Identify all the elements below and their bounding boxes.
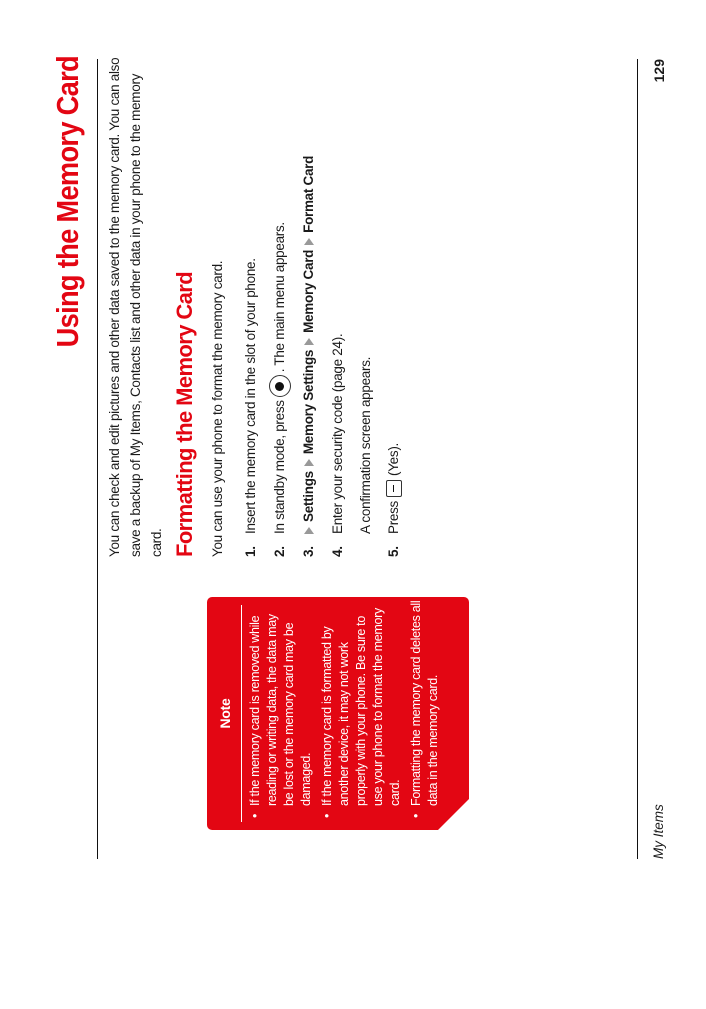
intro-paragraph [104, 57, 167, 557]
page-number: 129 [651, 59, 667, 83]
step-number: 3. [301, 546, 316, 557]
step-number: 2. [272, 546, 287, 557]
left-soft-key-icon [386, 480, 402, 497]
section-heading: Formatting the Memory Card [172, 271, 197, 557]
bottom-rule [637, 59, 638, 859]
menu-memory-settings: Memory Settings [301, 349, 316, 455]
menu-arrow-icon [304, 338, 314, 345]
note-item-3: • Formatting the memory card deletes all data in the memory card. [408, 600, 442, 820]
menu-settings: Settings [301, 471, 316, 522]
step-number: 5. [386, 546, 401, 557]
step-text-after: . The main menu appears. [272, 222, 287, 373]
step-4 [323, 57, 352, 557]
step-3 [294, 57, 323, 557]
step-number: 4. [330, 546, 345, 557]
menu-arrow-icon [304, 238, 314, 245]
step-text-before: In standby mode, press [272, 400, 287, 534]
step-text: Insert the memory card in the slot of your phone. [243, 258, 258, 534]
intro-line-3: card. [149, 528, 164, 557]
top-rule [97, 59, 98, 859]
section-intro: You can use your phone to format the memory card. [210, 260, 225, 557]
note-title: Note [217, 698, 233, 729]
step-1 [236, 57, 265, 557]
note-divider [241, 605, 242, 822]
menu-memory-card: Memory Card [301, 249, 316, 333]
note-list [247, 600, 446, 820]
note-corner-fold [438, 799, 469, 830]
center-select-key-icon [269, 375, 291, 397]
page-title: Using the Memory Card [50, 55, 85, 348]
menu-arrow-icon [304, 459, 314, 466]
note-box [207, 597, 469, 830]
intro-line-2: save a backup of My Items, Contacts list and other data in your phone to the memory [128, 73, 143, 557]
footer-section-name: My Items [651, 804, 666, 859]
step-4-result: A confirmation screen appears. [358, 356, 373, 534]
intro-line-1: You can check and edit pictures and other data saved to the memory card. You can also [107, 57, 122, 557]
step-text-after: (Yes). [386, 443, 401, 476]
step-text-before: Press [386, 500, 401, 534]
steps-list [236, 57, 408, 557]
step-2 [265, 57, 294, 557]
step-text: Enter your security code (page 24). [330, 333, 345, 534]
step-5 [379, 57, 408, 557]
menu-arrow-icon [304, 527, 314, 534]
note-item-2: • If the memory card is formatted by another device, it may not work properly with your phone. Be sure to use your phone to format the memory card. [319, 600, 404, 820]
step-number: 1. [243, 546, 258, 557]
menu-format-card: Format Card [301, 155, 316, 233]
note-item-1: • If the memory card is removed while reading or writing data, the data may be lost or the memory card may be damaged. [247, 600, 315, 820]
